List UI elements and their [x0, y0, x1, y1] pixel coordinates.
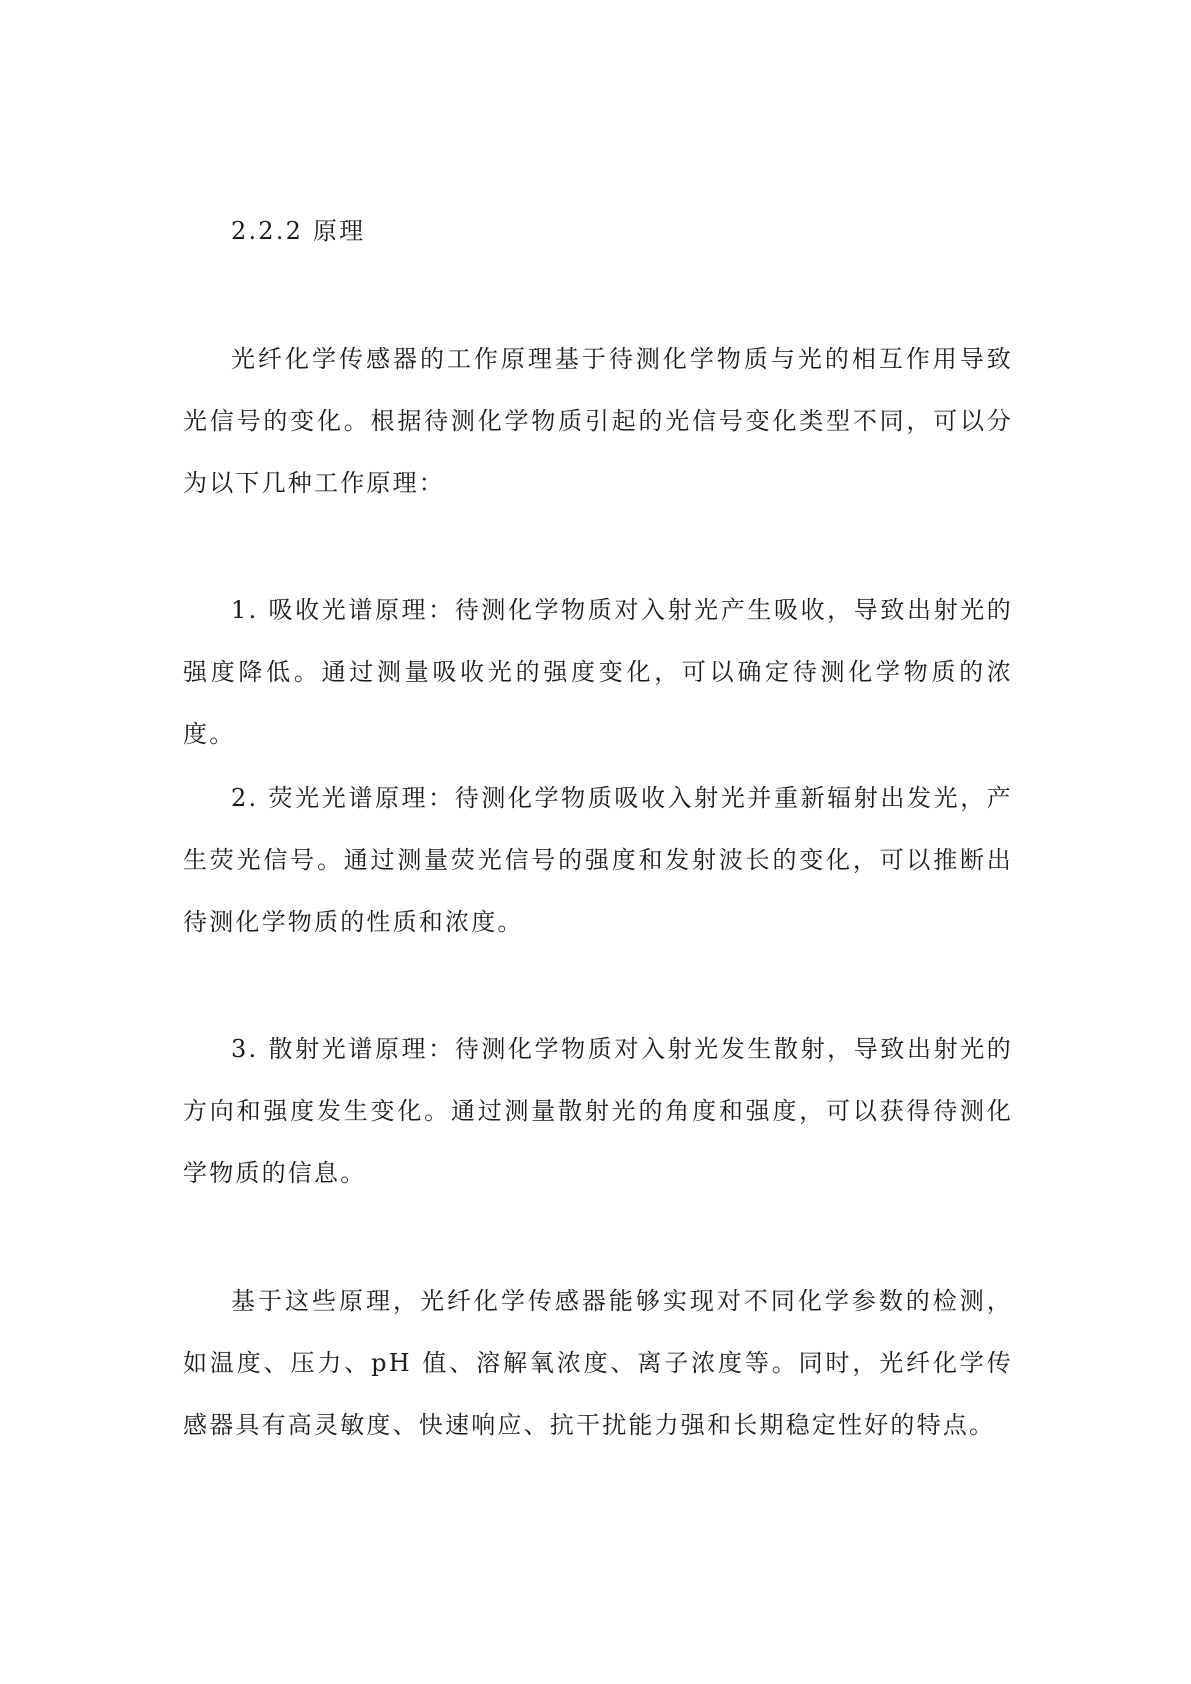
paragraph-absorption-principle: 1. 吸收光谱原理：待测化学物质对入射光产生吸收，导致出射光的强度降低。通过测量吸收光的强度变化，可以确定待测化学物质的浓度。 — [183, 596, 1013, 748]
paragraph-fluorescence-principle: 2. 荧光光谱原理：待测化学物质吸收入射光并重新辐射出发光，产生荧光信号。通过测量荧光信号的强度和发射波长的变化，可以推断出待测化学物质的性质和浓度。 — [183, 784, 1013, 936]
section-heading: 2.2.2 原理 — [231, 217, 366, 245]
paragraph-intro: 光纤化学传感器的工作原理基于待测化学物质与光的相互作用导致光信号的变化。根据待测化学物质引起的光信号变化类型不同，可以分为以下几种工作原理： — [183, 345, 1013, 497]
paragraph-scattering-principle: 3. 散射光谱原理：待测化学物质对入射光发生散射，导致出射光的方向和强度发生变化。通过测量散射光的角度和强度，可以获得待测化学物质的信息。 — [183, 1035, 1013, 1187]
paragraph-conclusion: 基于这些原理，光纤化学传感器能够实现对不同化学参数的检测，如温度、压力、pH 值、溶解氧浓度、离子浓度等。同时，光纤化学传感器具有高灵敏度、快速响应、抗干扰能力强和长期稳定性好的特点。 — [183, 1287, 1013, 1439]
